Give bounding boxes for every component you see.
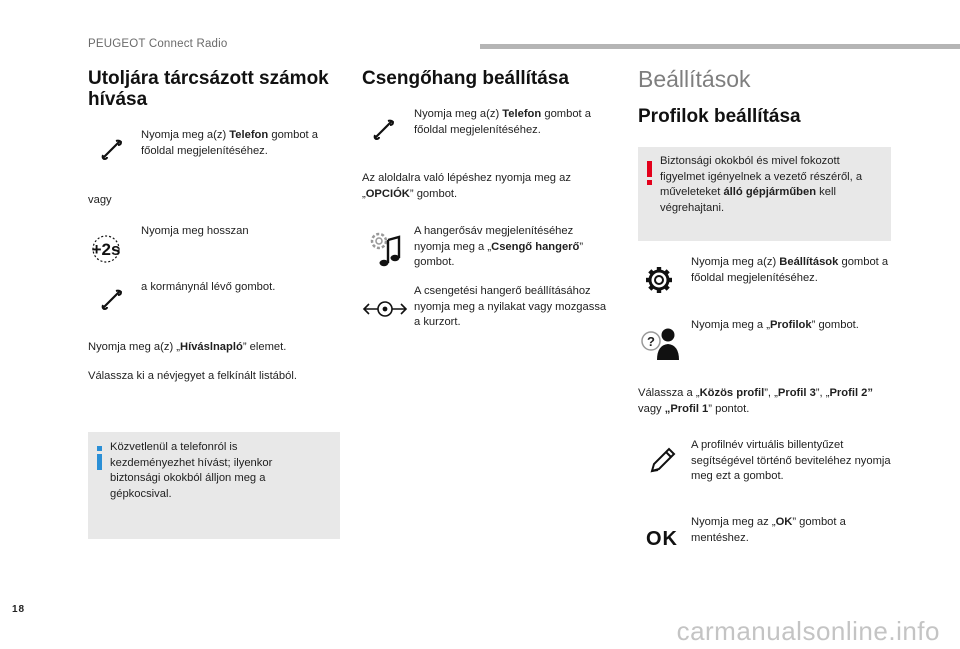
col2-para1: Az aloldalra való lépéshez nyomja meg az „OPCIÓK” gombot. bbox=[362, 172, 571, 200]
phone-icon bbox=[372, 118, 396, 142]
col2-step3: A csengetési hangerő beállításához nyomja meg a nyilakat vagy mozgassa a kurzort. bbox=[414, 285, 607, 328]
col3-step4: Nyomja meg az „OK” gombot a mentéshez. bbox=[691, 516, 846, 544]
col3-step3: A profilnév virtuális billentyűzet segítségével történő beviteléhez nyomja meg ezt a gombot. bbox=[691, 439, 891, 482]
col3-step1: Nyomja meg a(z) Beállítások gombot a főoldal megjelenítéséhez. bbox=[691, 256, 889, 284]
header-bar bbox=[480, 44, 960, 49]
edit-pencil-icon bbox=[648, 445, 676, 475]
long-press-icon-text: +2s bbox=[91, 240, 121, 259]
page-number: 18 bbox=[12, 604, 26, 615]
watermark: carmanualsonline.info bbox=[676, 616, 940, 646]
col2-step2: A hangerősáv megjelenítéséhez nyomja meg a „Csengő hangerő” gombot. bbox=[414, 225, 584, 268]
col1-para2: Válassza ki a névjegyet a felkínált listából. bbox=[88, 370, 297, 382]
info-note-text: Közvetlenül a telefonról is kezdeményezhet hívást; ilyenkor biztonsági okokból álljon meg a gépkocsival. bbox=[110, 441, 273, 500]
ok-icon: OK bbox=[646, 528, 678, 550]
warning-note-box bbox=[638, 147, 891, 241]
col2-step1: Nyomja meg a(z) Telefon gombot a főoldal megjelenítéséhez. bbox=[414, 108, 591, 136]
col1-para1: Nyomja meg a(z) „Híváslnapló” elemet. bbox=[88, 341, 287, 353]
ringtone-settings-icon bbox=[366, 230, 406, 270]
col2-heading: Csengőhang beállítása bbox=[362, 68, 569, 89]
col1-step2: Nyomja meg hosszan bbox=[141, 225, 249, 237]
document-header: PEUGEOT Connect Radio bbox=[88, 38, 228, 50]
long-press-2s-icon bbox=[84, 234, 128, 264]
warning-icon bbox=[646, 161, 654, 190]
col3-para: Válassza a „Közös profil”, „Profil 3”, „Profil 2” vagy „Profil 1” pontot. bbox=[638, 387, 873, 415]
volume-slider-icon bbox=[362, 298, 408, 320]
col1-or-text: vagy bbox=[88, 194, 112, 206]
section-title: Beállítások bbox=[638, 66, 751, 92]
col3-step2: Nyomja meg a „Profilok” gombot. bbox=[691, 319, 859, 331]
warning-note-text: Biztonsági okokból és mivel fokozott figyelmet igényelnek a vezető részéről, a műveleteket álló gépjárműben kell végrehajtani. bbox=[660, 155, 863, 214]
info-icon bbox=[96, 446, 104, 475]
profile-user-icon bbox=[640, 326, 682, 360]
col1-heading: Utoljára tárcsázott számok hívása bbox=[88, 68, 329, 110]
steering-phone-icon bbox=[100, 288, 124, 312]
col1-step3: a kormánynál lévő gombot. bbox=[141, 281, 276, 293]
settings-gear-icon bbox=[645, 266, 673, 294]
info-note-box bbox=[88, 432, 340, 539]
col3-heading: Profilok beállítása bbox=[638, 106, 801, 127]
svg-text:?: ? bbox=[647, 334, 655, 349]
phone-icon bbox=[100, 138, 124, 162]
col1-step1: Nyomja meg a(z) Telefon gombot a főoldal megjelenítéséhez. bbox=[141, 129, 318, 157]
